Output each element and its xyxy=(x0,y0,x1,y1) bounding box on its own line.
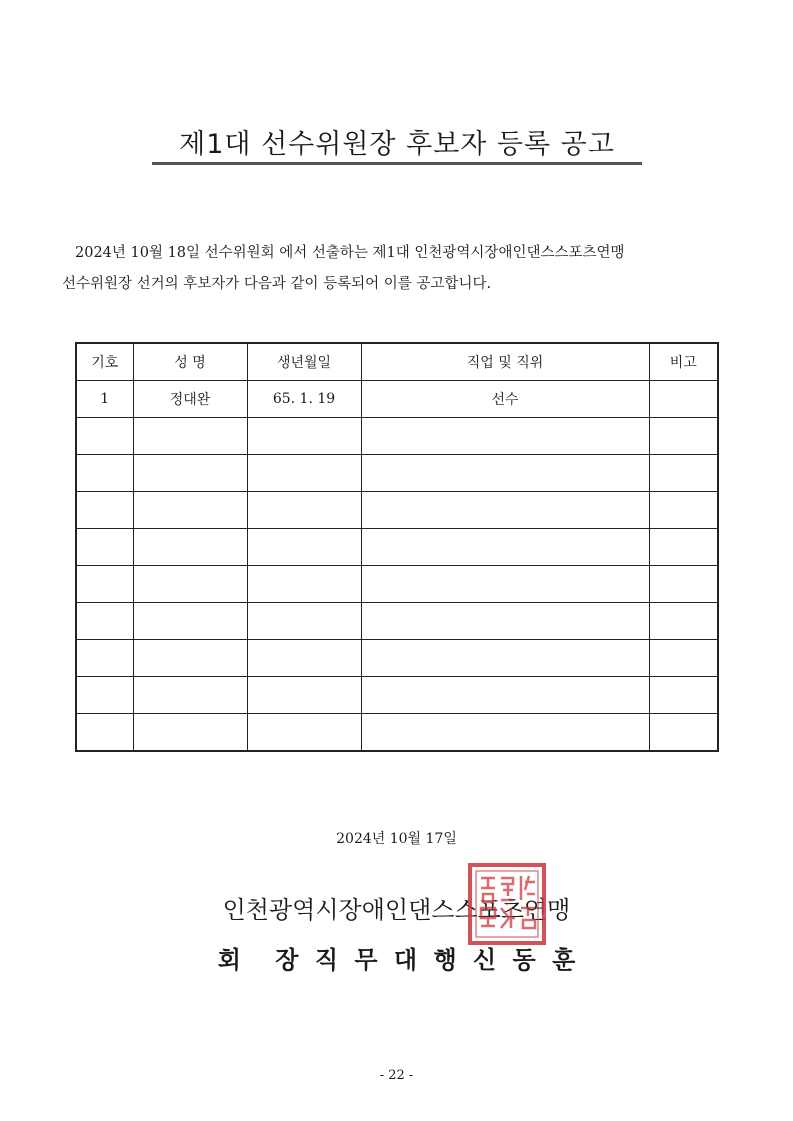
table-cell xyxy=(649,677,718,714)
table-cell xyxy=(76,418,133,455)
table-cell xyxy=(649,714,718,752)
table-cell xyxy=(361,492,649,529)
table-cell xyxy=(76,455,133,492)
table-cell xyxy=(649,640,718,677)
table-cell xyxy=(247,714,361,752)
header-number: 기호 xyxy=(76,343,133,381)
table-cell xyxy=(133,529,247,566)
table-cell xyxy=(649,566,718,603)
candidate-table xyxy=(75,342,719,752)
table-cell xyxy=(76,603,133,640)
table-cell xyxy=(247,566,361,603)
official-seal-icon xyxy=(467,862,547,946)
signer-char: 무 xyxy=(354,946,378,974)
signer-char: 직 xyxy=(314,946,338,974)
table-cell xyxy=(76,714,133,752)
table-header-row xyxy=(76,343,718,381)
notice-title: 제1대 선수위원장 후보자 등록 공고 xyxy=(179,129,615,160)
header-remarks: 비고 xyxy=(649,343,718,381)
table-cell xyxy=(133,603,247,640)
table-cell xyxy=(247,455,361,492)
notice-date: 2024년 10월 17일 xyxy=(336,831,457,847)
table-cell xyxy=(133,492,247,529)
table-cell xyxy=(649,418,718,455)
table-body xyxy=(76,381,718,752)
signer-char: 동 xyxy=(512,946,536,974)
table-cell xyxy=(133,677,247,714)
table-cell xyxy=(247,603,361,640)
table-cell xyxy=(361,603,649,640)
signer-char: 훈 xyxy=(552,946,576,974)
table-cell xyxy=(247,418,361,455)
notice-paragraph xyxy=(62,238,742,300)
table-row xyxy=(76,566,718,603)
header-occupation: 직업 및 직위 xyxy=(361,343,649,381)
table-cell xyxy=(76,566,133,603)
title-underline xyxy=(152,162,642,165)
table-cell xyxy=(247,640,361,677)
signer-char: 신 xyxy=(473,946,497,974)
table-cell xyxy=(361,566,649,603)
table-row xyxy=(76,603,718,640)
signer-char: 회 xyxy=(217,946,241,974)
table-row xyxy=(76,640,718,677)
table-row xyxy=(76,714,718,752)
table-cell xyxy=(247,529,361,566)
table-cell xyxy=(361,677,649,714)
table-cell xyxy=(247,677,361,714)
table-row xyxy=(76,677,718,714)
page-number: - 22 - xyxy=(379,1068,414,1083)
table-cell xyxy=(649,603,718,640)
table-cell xyxy=(133,455,247,492)
signer-line xyxy=(0,940,793,975)
table-cell xyxy=(76,677,133,714)
table-row xyxy=(76,418,718,455)
table-cell: 1 xyxy=(76,381,133,418)
table-cell xyxy=(133,640,247,677)
signer-char: 대 xyxy=(393,946,418,974)
table-cell: 65. 1. 19 xyxy=(247,381,361,418)
paragraph-line-2: 선수위원장 선거의 후보자가 다음과 같이 등록되어 이를 공고합니다. xyxy=(62,276,492,292)
table-row xyxy=(76,529,718,566)
signer-char: 장 xyxy=(275,946,299,974)
table-cell xyxy=(133,418,247,455)
table-cell xyxy=(76,492,133,529)
table-cell xyxy=(649,455,718,492)
table-cell xyxy=(649,529,718,566)
table-row xyxy=(76,381,718,418)
table-cell xyxy=(133,714,247,752)
table-cell: 선수 xyxy=(361,381,649,418)
table-row xyxy=(76,492,718,529)
table-cell xyxy=(649,492,718,529)
table-row xyxy=(76,455,718,492)
paragraph-line-1: 2024년 10월 18일 선수위원회 에서 선출하는 제1대 인천광역시장애인댄스스포츠연맹 xyxy=(75,245,625,261)
organization-name: 인천광역시장애인댄스스포츠연맹 xyxy=(222,896,571,924)
signer-char: 행 xyxy=(433,946,457,974)
table-cell xyxy=(76,529,133,566)
table-cell xyxy=(361,455,649,492)
notice-title-block xyxy=(152,128,642,162)
table-cell xyxy=(133,566,247,603)
table-cell xyxy=(76,640,133,677)
header-name: 성 명 xyxy=(133,343,247,381)
table-cell xyxy=(649,381,718,418)
header-birthdate: 생년월일 xyxy=(247,343,361,381)
table-cell xyxy=(361,714,649,752)
table-cell: 정대완 xyxy=(133,381,247,418)
table-cell xyxy=(247,492,361,529)
table-cell xyxy=(361,418,649,455)
table-cell xyxy=(361,529,649,566)
table-cell xyxy=(361,640,649,677)
